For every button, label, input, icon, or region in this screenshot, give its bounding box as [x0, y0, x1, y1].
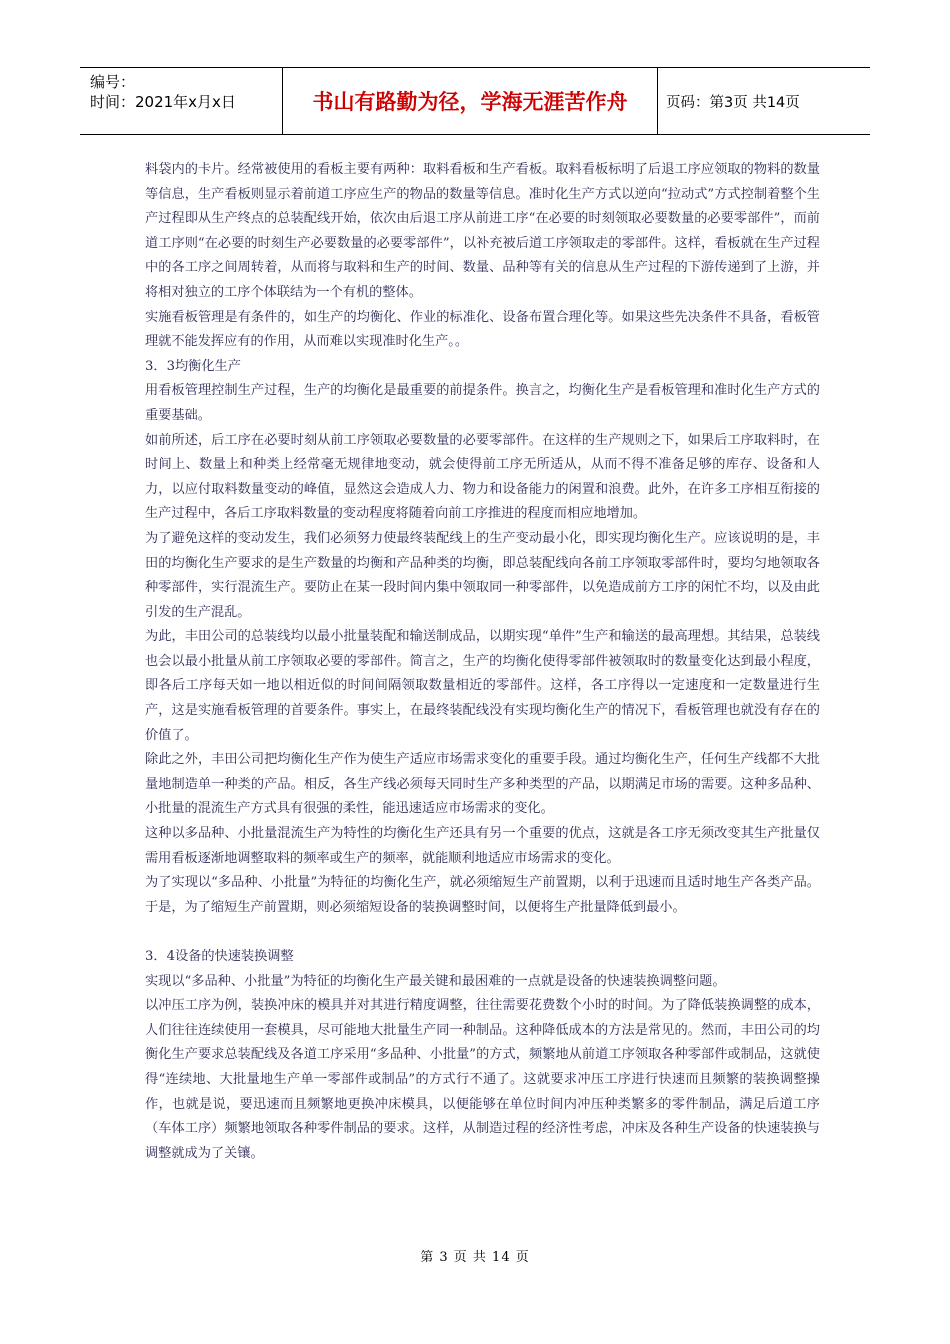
header-meta: [80, 68, 283, 134]
paragraph: 为了实现以“多品种、小批量”为特征的均衡化生产，就必须缩短生产前置期，以利于迅速而且适时地生产各类产品。于是，为了缩短生产前置期，则必须缩短设备的装换调整时间，以便将生产批量降低到最小。: [145, 875, 820, 915]
paragraph: 除此之外，丰田公司把均衡化生产作为使生产适应市场需求变化的重要手段。通过均衡化生产，任何生产线都不大批量地制造单一种类的产品。相反，各生产线必须每天同时生产多种类型的产品，以期满足市场的需要。这种多品种、小批量的混流生产方式具有很强的柔性，能迅速适应市场需求的变化。: [145, 752, 820, 817]
header-motto: 书山有路勤为径，学海无涯苦作舟: [283, 68, 658, 134]
paragraph: 为了避免这样的变动发生，我们必须努力使最终装配线上的生产变动最小化，即实现均衡化生产。应该说明的是，丰田的均衡化生产要求的是生产数量的均衡和产品种类的均衡，即总装配线向各前工序领取零部件时，要均匀地领取各种零部件，实行混流生产。要防止在某一段时间内集中领取同一种零部件，以免造成前方工序的闲忙不均，以及由此引发的生产混乱。: [145, 530, 820, 620]
section-heading: 3．4设备的快速装换调整: [145, 949, 294, 964]
paragraph: 实施看板管理是有条件的，如生产的均衡化、作业的标准化、设备布置合理化等。如果这些先决条件不具备，看板管理就不能发挥应有的作用，从而难以实现准时化生产。。: [145, 309, 820, 350]
header-page-number: 页码：第3页 共14页: [666, 94, 800, 111]
paragraph: 如前所述，后工序在必要时刻从前工序领取必要数量的必要零部件。在这样的生产规则之下，如果后工序取料时，在时间上、数量上和种类上经常毫无规律地变动，就会使得前工序无所适从，从而不得不准备足够的库存、设备和人力，以应付取料数量变动的峰值，显然这会造成人力、物力和设备能力的闲置和浪费。此外，在许多工序相互衔接的生产过程中，各后工序取料数量的变动程度将随着向前工序推进的程度而相应地增加。: [145, 432, 820, 522]
document-date-label: 时间：2021年x月x日: [90, 93, 236, 111]
paragraph: 实现以“多品种、小批量”为特征的均衡化生产最关键和最困难的一点就是设备的快速装换调整问题。: [145, 973, 726, 989]
document-body: [145, 158, 820, 1166]
paragraph: 以冲压工序为例，装换冲床的模具并对其进行精度调整，往往需要花费数个小时的时间。为了降低装换调整的成本，人们往往连续使用一套模具，尽可能地大批量生产同一种制品。这种降低成本的方法是常见的。然而，丰田公司的均衡化生产要求总装配线及各道工序采用“多品种、小批量”的方式，频繁地从前道工序领取各种零部件或制品，这就使得“连续地、大批量地生产单一零部件或制品”的方式行不通了。这就要求冲压工序进行快速而且频繁的装换调整操作，也就是说，要迅速而且频繁地更换冲床模具，以便能够在单位时间内冲压种类繁多的零件制品，满足后道工序（车体工序）频繁地领取各种零件制品的要求。这样，从制造过程的经济性考虑，冲床及各种生产设备的快速装换与调整就成为了关镶。: [145, 998, 820, 1161]
document-number-label: 编号：: [90, 73, 136, 91]
page-footer: 第 3 页 共 14 页: [420, 1250, 530, 1265]
paragraph: 料袋内的卡片。经常被使用的看板主要有两种：取料看板和生产看板。取料看板标明了后退工序应领取的物料的数量等信息，生产看板则显示着前道工序应生产的物品的数量等信息。准时化生产方式以逆向“拉动式”方式控制着整个生产过程即从生产终点的总装配线开始，依次由后退工序从前进工序“在必要的时刻领取必要数量的必要零部件”，而前道工序则“在必要的时刻生产必要数量的必要零部件”，以补充被后道工序领取走的零部件。这样，看板就在生产过程中的各工序之间周转着，从而将与取料和生产的时间、数量、品种等有关的信息从生产过程的下游传递到了上游，并将相对独立的工序个体联结为一个有机的整体。: [145, 162, 820, 300]
paragraph: 这种以多品种、小批量混流生产为特性的均衡化生产还具有另一个重要的优点，这就是各工序无须改变其生产批量仅需用看板逐渐地调整取料的频率或生产的频率，就能顺利地适应市场需求的变化。: [145, 826, 820, 866]
paragraph: 用看板管理控制生产过程，生产的均衡化是最重要的前提条件。换言之，均衡化生产是看板管理和准时化生产方式的重要基础。: [145, 383, 820, 423]
page-header: [80, 67, 870, 135]
paragraph: 为此，丰田公司的总装线均以最小批量装配和输送制成品，以期实现“单件”生产和输送的最高理想。其结果，总装线也会以最小批量从前工序领取必要的零部件。简言之，生产的均衡化使得零部件被领取时的数量变化达到最小程度，即各后工序每天如一地以相近似的时间间隔领取数量相近的零部件。这样，各工序得以一定速度和一定数量进行生产，这是实施看板管理的首要条件。事实上，在最终装配线没有实现均衡化生产的情况下，看板管理也就没有存在的价值了。: [145, 629, 820, 743]
section-heading: 3．3均衡化生产: [145, 358, 241, 374]
paragraph-spacer: [145, 920, 820, 945]
